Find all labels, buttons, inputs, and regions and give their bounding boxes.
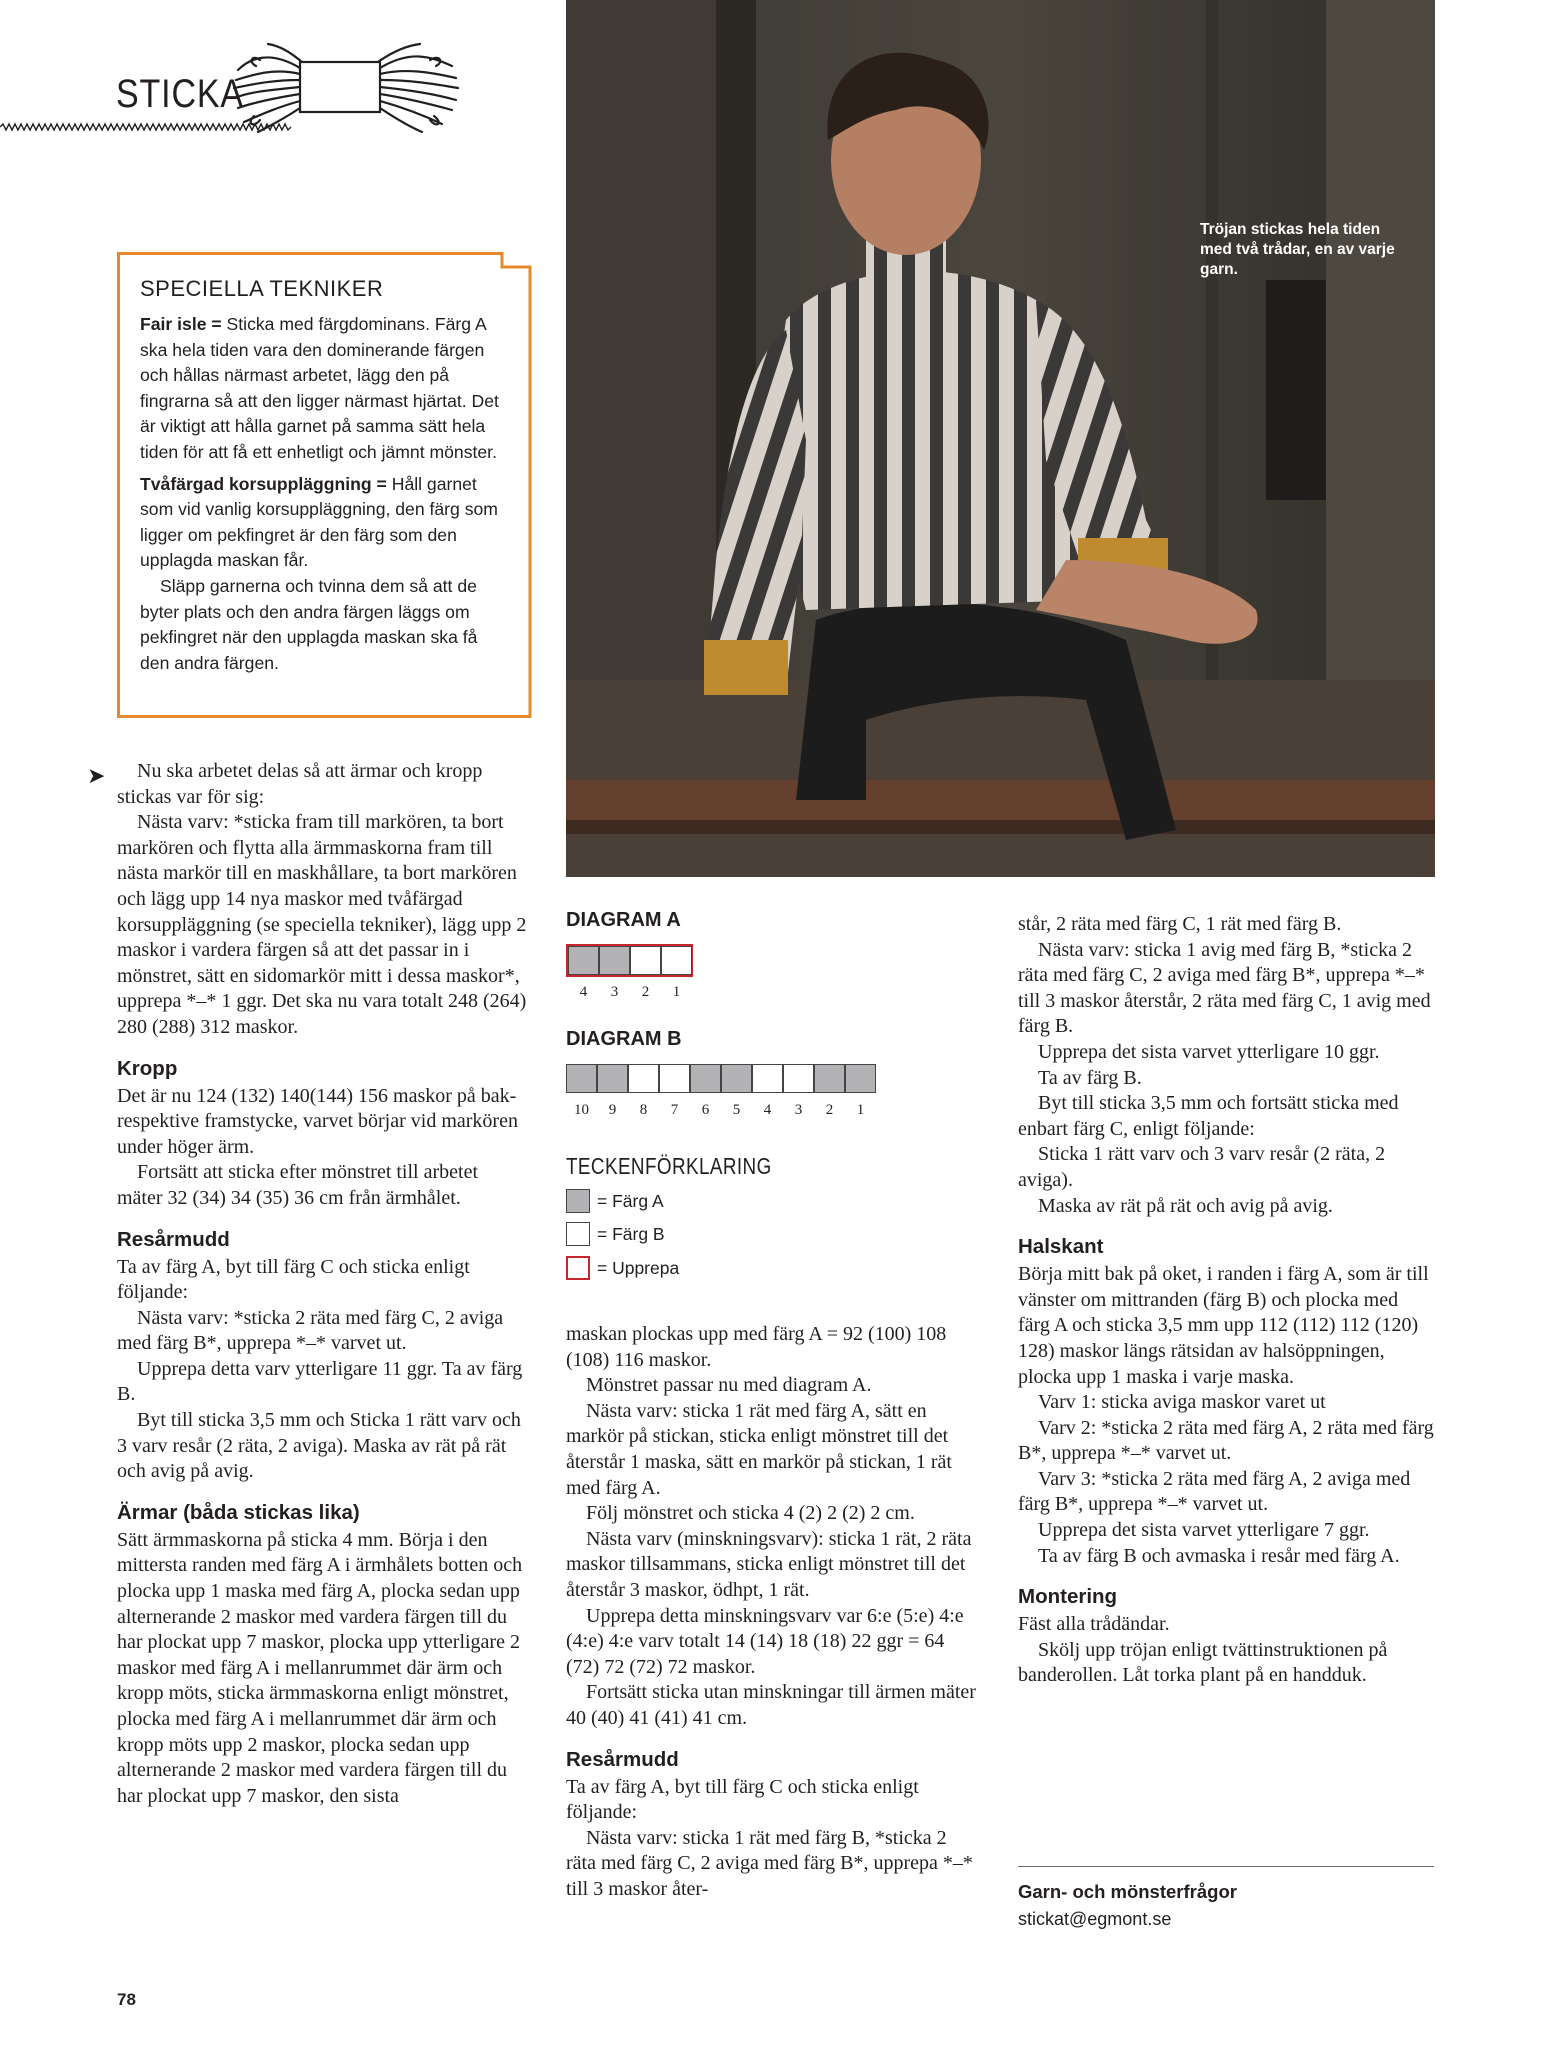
- col3-p6: Sticka 1 rätt varv och 3 varv resår (2 räta, 2 aviga).: [1018, 1143, 1386, 1191]
- montering-heading: Montering: [1018, 1585, 1118, 1609]
- legend-swatch-repeat: [566, 1256, 590, 1280]
- diagram-b-number: 9: [608, 1102, 617, 1118]
- two-colour-cast-on-paragraph: [140, 472, 505, 574]
- halskant-heading: Halskant: [1018, 1235, 1104, 1259]
- halskant-p6: Ta av färg B och avmaska i resår med färg A.: [1038, 1544, 1400, 1567]
- col2-p4: Följ mönstret och sticka 4 (2) 2 (2) 2 cm.: [586, 1502, 915, 1525]
- footer-divider: [1018, 1866, 1434, 1867]
- model-photo: [566, 0, 1435, 877]
- resarmudd-p4: Byt till sticka 3,5 mm och Sticka 1 rätt varv och 3 varv resår (2 räta, 2 aviga). Maska av rät på rät och avig på avig.: [117, 1409, 521, 1483]
- col3-p4: Ta av färg B.: [1038, 1066, 1142, 1089]
- diagram-a-number: 2: [641, 984, 650, 1000]
- col2-p6: Upprepa detta minskningsvarv var 6:e (5:e) 4:e (4:e) 4:e varv totalt 14 (14) 18 (18) 22 ggr = 64 (72) 72 (72) 72 maskor.: [566, 1604, 964, 1678]
- special-techniques: [140, 276, 505, 676]
- diagram-b-cell: [597, 1064, 628, 1093]
- legend-label-repeat: = Upprepa: [597, 1258, 680, 1278]
- diagram-b-number: 6: [701, 1102, 710, 1118]
- col3-p3: Upprepa det sista varvet ytterligare 10 ggr.: [1038, 1040, 1380, 1063]
- diagram-a-number: 3: [610, 984, 619, 1000]
- diagram-b-cell: [721, 1064, 752, 1093]
- col2-p1: maskan plockas upp med färg A = 92 (100) 108 (108) 116 maskor.: [566, 1323, 947, 1371]
- diagram-a-cell: [661, 946, 692, 975]
- intro-next-row: Nästa varv: *sticka fram till markören, ta bort markören och flytta alla ärmmaskorna fram till nästa markör till en maskhållare, ta bort markören och lägg upp 14 nya maskor med tvåfärgad korsuppläggning (se speciella tekniker), lägg upp 2 maskor i vardera färgen så att det passar in i mönstret, sätt en sidomarkör mitt i dessa maskor*, upprepa *–* 1 ggr. Det ska nu vara totalt 248 (264) 280 (288) 312 maskor.: [117, 811, 527, 1038]
- diagram-b-number: 10: [574, 1102, 589, 1118]
- column-2: [566, 1322, 978, 1902]
- diagram-b-cell: [752, 1064, 783, 1093]
- halskant-p5: Upprepa det sista varvet ytterligare 7 ggr.: [1038, 1519, 1370, 1542]
- resarmudd-heading: Resårmudd: [117, 1227, 230, 1251]
- diagram-b-title: DIAGRAM B: [566, 1028, 682, 1050]
- diagram-b-number: 7: [670, 1102, 679, 1118]
- diagram-b-number: 4: [763, 1102, 772, 1118]
- yarn-skein-icon: [230, 40, 460, 135]
- sleeve-resarmudd-heading: Resårmudd: [566, 1747, 679, 1771]
- fair-isle-paragraph: [140, 312, 505, 466]
- montering-p1: Fäst alla trådändar.: [1018, 1613, 1170, 1636]
- resarmudd-p1: Ta av färg A, byt till färg C och sticka enligt följande:: [117, 1255, 470, 1304]
- armar-heading: Ärmar (båda stickas lika): [117, 1500, 360, 1524]
- diagram-b-cell: [783, 1064, 814, 1093]
- diagram-a-cell: [599, 946, 630, 975]
- contact-heading: Garn- och mönsterfrågor: [1018, 1881, 1237, 1902]
- diagram-a-number: 4: [579, 984, 588, 1000]
- diagram-b-number: 5: [732, 1102, 741, 1118]
- photo-caption: Tröjan stickas hela tiden med två trådar, en av varje garn.: [1200, 221, 1395, 278]
- fair-isle-text: Sticka med färgdominans. Färg A ska hela tiden vara den dominerande färgen och hållas närmast arbetet, lägg den på fingrarna så att den ligger närmast hjärtat. Det är viktigt att hålla garnet på samma sätt hela tiden för att få ett enhetligt och jämnt mönster.: [140, 314, 499, 462]
- col3-p1: står, 2 räta med färg C, 1 rät med färg B.: [1018, 913, 1342, 935]
- halskant-p4: Varv 3: *sticka 2 räta med färg A, 2 aviga med färg B*, upprepa *–* varvet ut.: [1018, 1467, 1411, 1516]
- diagram-b-cell: [690, 1064, 721, 1093]
- diagram-b-cell: [566, 1064, 597, 1093]
- col3-p2: Nästa varv: sticka 1 avig med färg B, *sticka 2 räta med färg C, 2 aviga med färg B*, upprepa *–* till 3 maskor återstår, 2 räta med färg C, 1 avig med färg B.: [1018, 938, 1431, 1038]
- diagram-b-cell: [814, 1064, 845, 1093]
- montering-p2: Skölj upp tröjan enligt tvättinstruktionen på banderollen. Låt torka plant på en handduk.: [1018, 1638, 1388, 1687]
- diagram-b-cell: [628, 1064, 659, 1093]
- kropp-p1: Det är nu 124 (132) 140(144) 156 maskor på bak- respektive framstycke, varvet börjar vid markören under höger ärm.: [117, 1084, 518, 1158]
- two-colour-cast-on-term: Tvåfärgad korsuppläggning =: [140, 473, 387, 494]
- col2-p2: Mönstret passar nu med diagram A.: [586, 1374, 872, 1397]
- halskant-p2: Varv 1: sticka aviga maskor varet ut: [1038, 1391, 1326, 1414]
- legend-swatch-colour-a: [566, 1189, 590, 1213]
- diagram-b-number: 8: [639, 1102, 648, 1118]
- section-title: STICKA: [116, 72, 244, 116]
- halskant-p1: Börja mitt bak på oket, i randen i färg A, som är till vänster om mittranden (färg B) och plocka med färg A och sticka 3,5 mm upp 112 (112) 112 (120) 128) maskor längs rätsidan av halsöppningen, plocka upp 1 maska i varje maska.: [1018, 1263, 1429, 1388]
- intro-paragraph: Nu ska arbetet delas så att ärmar och kropp stickas var för sig:: [117, 760, 483, 808]
- col2-p3: Nästa varv: sticka 1 rät med färg A, sätt en markör på stickan, sticka enligt mönstret till det återstår 1 maska, sätt en markör på stickan, 1 rät med färg A.: [566, 1399, 952, 1499]
- legend-swatch-colour-b: [566, 1222, 590, 1246]
- resarmudd-p2: Nästa varv: *sticka 2 räta med färg C, 2 aviga med färg B*, upprepa *–* varvet ut.: [117, 1306, 504, 1355]
- column-1: [117, 759, 527, 1809]
- diagram-a-cell: [568, 946, 599, 975]
- legend-label-colour-a: = Färg A: [597, 1191, 664, 1211]
- diagram-b-number: 3: [794, 1102, 803, 1118]
- twist-yarn-paragraph: Släpp garnerna och tvinna dem så att de byter plats och den andra färgen läggs om pekfingret när den upplagda maskan ska få den andra färgen.: [140, 575, 478, 673]
- sleeve-resarmudd-p2: Nästa varv: sticka 1 rät med färg B, *sticka 2 räta med färg C, 2 aviga med färg B*, upprepa *–* till 3 maskor åter-: [566, 1826, 973, 1900]
- sweater-model-illustration: [566, 0, 1435, 877]
- col2-p5: Nästa varv (minskningsvarv): sticka 1 rät, 2 räta maskor tillsammans, sticka enligt mönstret till det återstår 3 maskor, ödhpt, 1 rät.: [566, 1527, 972, 1601]
- fair-isle-term: Fair isle =: [140, 314, 222, 334]
- legend-label-colour-b: = Färg B: [597, 1224, 665, 1244]
- diagram-a-title: DIAGRAM A: [566, 909, 681, 931]
- continue-arrow-icon: ➤: [87, 763, 106, 788]
- diagram-a-cell: [630, 946, 661, 975]
- diagram-a-number: 1: [672, 984, 681, 1000]
- armar-p1: Sätt ärmmaskorna på sticka 4 mm. Börja i den mittersta randen med färg A i ärmhålets botten och plocka upp 1 maska med färg A, plocka sedan upp alternerande 2 maskor med vardera färgen till du har plockat upp 7 maskor, plocka upp ytterligare 2 maskor med färg A i mellanrummet där ärm och kropp möts, sticka ärmmaskorna enligt mönstret, plocka med färg A i mellanrummet där ärm och kropp möts upp 2 maskor, plocka sedan upp alternerande 2 maskor med vardera färgen till du har plockat upp 7 maskor, den sista: [117, 1528, 523, 1807]
- two-colour-cast-on-text: Håll garnet som vid vanlig korsuppläggning, den färg som ligger om pekfingret är den färg som den upplagda maskan får.: [140, 473, 498, 571]
- halskant-p3: Varv 2: *sticka 2 räta med färg A, 2 räta med färg B*, upprepa *–* varvet ut.: [1018, 1416, 1434, 1465]
- techniques-heading: SPECIELLA TEKNIKER: [140, 276, 384, 301]
- sleeve-resarmudd-p1: Ta av färg A, byt till färg C och sticka enligt följande:: [566, 1775, 919, 1824]
- legend-title: TECKENFÖRKLARING: [566, 1153, 772, 1179]
- page-number: 78: [117, 1990, 136, 2009]
- contact-email-link[interactable]: stickat@egmont.se: [1018, 1909, 1172, 1929]
- diagram-b-cell: [659, 1064, 690, 1093]
- diagram-b-cell: [845, 1064, 876, 1093]
- col3-p5: Byt till sticka 3,5 mm och fortsätt sticka med enbart färg C, enligt följande:: [1018, 1092, 1399, 1140]
- col2-p7: Fortsätt sticka utan minskningar till ärmen mäter 40 (40) 41 (41) 41 cm.: [566, 1681, 976, 1729]
- col3-p7: Maska av rät på rät och avig på avig.: [1038, 1194, 1333, 1217]
- diagram-b-number: 1: [856, 1102, 865, 1118]
- kropp-p2: Fortsätt att sticka efter mönstret till arbetet mäter 32 (34) 34 (35) 36 cm från ärmhålet.: [117, 1161, 479, 1209]
- column-3: [1018, 912, 1434, 1689]
- kropp-heading: Kropp: [117, 1056, 178, 1080]
- resarmudd-p3: Upprepa detta varv ytterligare 11 ggr. Ta av färg B.: [117, 1357, 523, 1406]
- diagram-b-number: 2: [825, 1102, 834, 1118]
